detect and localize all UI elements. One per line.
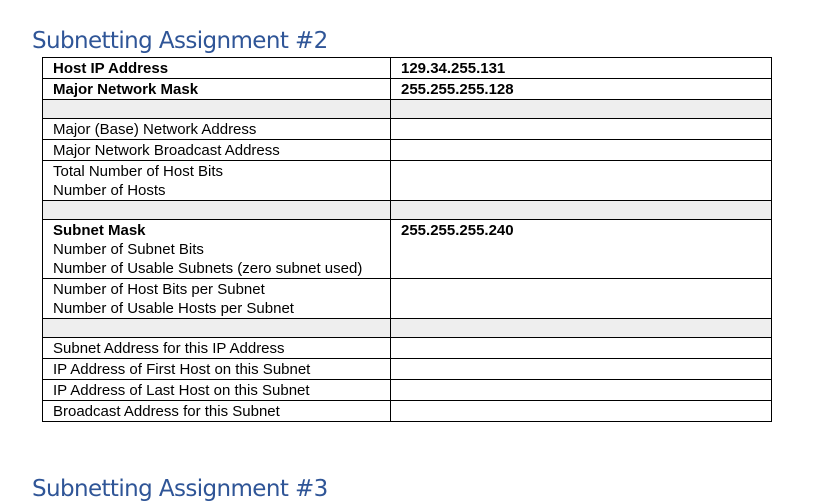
host-bits-per-subnet-label: Number of Host Bits per Subnet — [53, 281, 265, 298]
first-host-label: IP Address of First Host on this Subnet — [43, 359, 391, 380]
major-mask-value[interactable]: 255.255.255.128 — [391, 79, 772, 100]
subnet-address-label: Subnet Address for this IP Address — [43, 338, 391, 359]
usable-hosts-per-subnet-label: Number of Usable Hosts per Subnet — [53, 300, 294, 317]
last-host-answer[interactable] — [391, 380, 772, 401]
table-row — [43, 279, 772, 319]
host-bits-cell — [43, 161, 391, 201]
host-ip-label: Host IP Address — [43, 58, 391, 79]
subnet-info-cell — [43, 220, 391, 279]
table-row — [43, 401, 772, 422]
host-ip-value[interactable]: 129.34.255.131 — [391, 58, 772, 79]
subnet-bits-label: Number of Subnet Bits — [53, 241, 204, 258]
subnet-mask-value[interactable]: 255.255.255.240 — [391, 220, 772, 279]
table-row — [43, 140, 772, 161]
separator-row — [43, 201, 772, 220]
number-of-hosts-label: Number of Hosts — [53, 182, 166, 199]
last-host-label: IP Address of Last Host on this Subnet — [43, 380, 391, 401]
subnetting-table — [42, 57, 772, 422]
table-row — [43, 359, 772, 380]
subnet-broadcast-answer[interactable] — [391, 401, 772, 422]
first-host-answer[interactable] — [391, 359, 772, 380]
total-host-bits-label: Total Number of Host Bits — [53, 163, 224, 180]
major-broadcast-address-answer[interactable] — [391, 140, 772, 161]
major-mask-label: Major Network Mask — [43, 79, 391, 100]
separator-cell — [391, 100, 772, 119]
subnet-broadcast-label: Broadcast Address for this Subnet — [43, 401, 391, 422]
base-network-address-label: Major (Base) Network Address — [43, 119, 391, 140]
separator-cell — [43, 100, 391, 119]
table-row — [43, 220, 772, 279]
base-network-address-answer[interactable] — [391, 119, 772, 140]
next-document-title: Subnetting Assignment #3 — [32, 476, 328, 502]
usable-subnets-label: Number of Usable Subnets (zero subnet used) — [53, 260, 363, 277]
separator-cell — [391, 319, 772, 338]
separator-cell — [43, 201, 391, 220]
host-bits-answer[interactable] — [391, 161, 772, 201]
subnet-address-answer[interactable] — [391, 338, 772, 359]
separator-cell — [43, 319, 391, 338]
table-row — [43, 161, 772, 201]
subnet-hosts-cell — [43, 279, 391, 319]
table-row — [43, 58, 772, 79]
subnet-mask-label: Subnet Mask — [53, 222, 146, 239]
separator-row — [43, 319, 772, 338]
table-row — [43, 79, 772, 100]
separator-cell — [391, 201, 772, 220]
major-broadcast-address-label: Major Network Broadcast Address — [43, 140, 391, 161]
table-row — [43, 380, 772, 401]
table-row — [43, 119, 772, 140]
subnet-hosts-answer[interactable] — [391, 279, 772, 319]
document-title: Subnetting Assignment #2 — [32, 28, 328, 54]
separator-row — [43, 100, 772, 119]
table-row — [43, 338, 772, 359]
